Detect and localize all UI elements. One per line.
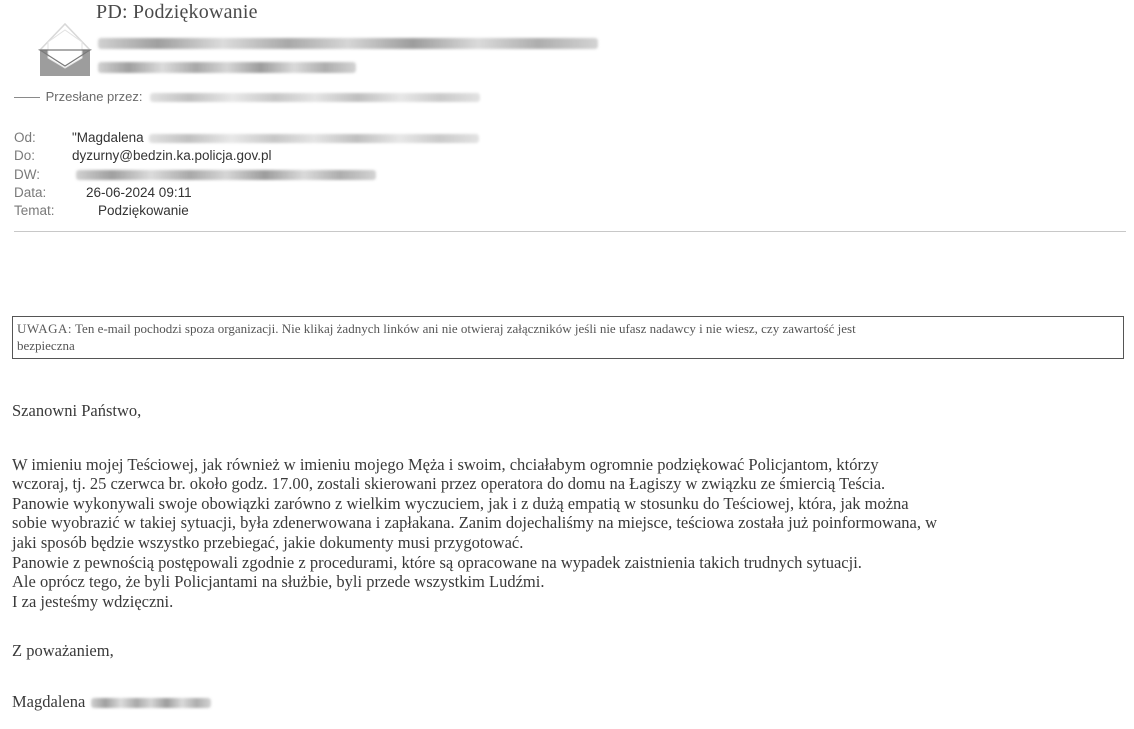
body-line: Ale oprócz tego, że byli Policjantami na służbie, byli przede wszystkim Ludźmi. [12, 572, 545, 591]
signature-first-name: Magdalena [12, 692, 86, 711]
email-subject-title: PD: Podziękowanie [96, 1, 258, 23]
redacted-from-address [149, 134, 479, 143]
closing: Z poważaniem, [12, 641, 114, 660]
forwarded-label: Przesłane przez: [45, 89, 143, 104]
body-line: sobie wyobrazić w takiej sytuacji, była zdenerwowana i zapłakana. Zanim dojechaliśmy na miejsce, teściowa została już poinformowana, w [12, 513, 938, 532]
date-label: Data: [14, 185, 47, 200]
forward-dash [14, 97, 40, 98]
header-from-row [14, 130, 479, 145]
subject-value: Podziękowanie [98, 203, 189, 218]
header-subject-row [14, 203, 189, 218]
body-line: I za jesteśmy wdzięczni. [12, 592, 174, 611]
header-date-row [14, 185, 192, 200]
to-label: Do: [14, 148, 36, 163]
signature-row [12, 692, 211, 712]
greeting: Szanowni Państwo, [12, 401, 142, 420]
from-value: "Magdalena [72, 130, 144, 145]
forwarded-by-line [14, 89, 480, 104]
body-line: Panowie wykonywali swoje obowiązki zarówno z wielkim wyczuciem, jak i z dużą empatią w stosunku do Teściowej, która, jak można [12, 494, 909, 513]
redacted-surname [91, 698, 211, 708]
from-label: Od: [14, 130, 36, 145]
date-value: 26-06-2024 09:11 [86, 185, 192, 200]
redacted-sender-details-2 [98, 58, 356, 76]
redacted-sender-details [98, 34, 598, 52]
warning-text: Ten e-mail pochodzi spoza organizacji. Nie klikaj żadnych linków ani nie otwieraj załączników jeśli nie ufasz nadawcy i nie wiesz, czy zawartość jest [72, 321, 856, 336]
header-divider [14, 231, 1126, 232]
cc-label: DW: [14, 167, 40, 182]
envelope-icon [38, 20, 92, 78]
body-line: wczoraj, tj. 25 czerwca br. około godz. 17.00, zostali skierowani przez operatora do domu na Łagiszy w związku ze śmiercią Teścia. [12, 474, 886, 493]
redacted-forwarder [150, 93, 480, 102]
header-cc-row [14, 167, 376, 182]
redacted-cc-address [76, 170, 376, 180]
external-email-warning [12, 316, 1124, 359]
body-line: W imieniu mojej Teściowej, jak również w imieniu mojego Męża i swoim, chciałabym ogromnie podziękować Policjantom, którzy [12, 455, 879, 474]
header-to-row [14, 148, 272, 163]
body-line: jaki sposób będzie wszystko przebiegać, jakie dokumenty musi przygotować. [12, 533, 524, 552]
to-value: dyzurny@bedzin.ka.policja.gov.pl [72, 148, 272, 163]
warning-text-2: bezpieczna [17, 338, 75, 353]
body-line: Panowie z pewnością postępowali zgodnie z procedurami, które są opracowane na wypadek zaistnienia takich trudnych sytuacji. [12, 553, 862, 572]
warning-prefix: UWAGA: [17, 321, 72, 336]
subject-label: Temat: [14, 203, 55, 218]
